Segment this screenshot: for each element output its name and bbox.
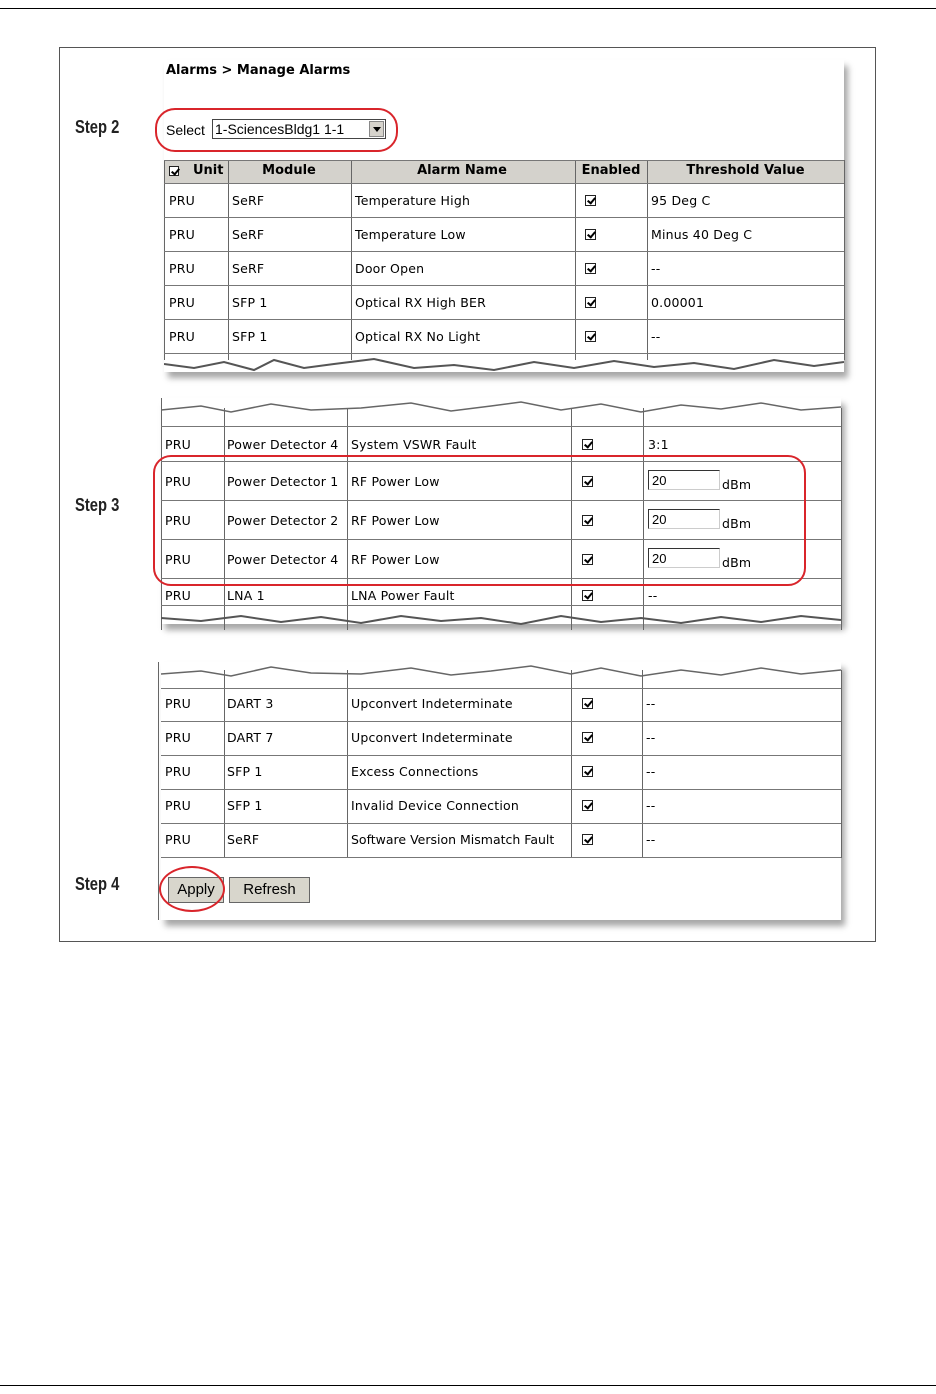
- module-cell: Power Detector 4: [227, 552, 339, 567]
- threshold-unit-label: dBm: [722, 555, 752, 570]
- unit-cell: PRU: [169, 295, 195, 310]
- module-cell: SFP 1: [227, 764, 263, 779]
- col-module[interactable]: Module: [262, 163, 316, 178]
- threshold-cell: 95 Deg C: [651, 193, 711, 208]
- unit-cell: PRU: [165, 730, 191, 745]
- col-threshold-value[interactable]: Threshold Value: [686, 163, 805, 178]
- torn-edge-bottom: [164, 356, 844, 376]
- torn-edge-top: [161, 398, 841, 418]
- step-4-label: Step 4: [75, 874, 120, 894]
- unit-cell: PRU: [165, 474, 191, 489]
- enabled-checkbox[interactable]: [585, 263, 596, 274]
- unit-cell: PRU: [165, 696, 191, 711]
- module-cell: LNA 1: [227, 588, 265, 603]
- enabled-checkbox[interactable]: [582, 834, 593, 845]
- unit-cell: PRU: [169, 261, 195, 276]
- enabled-checkbox[interactable]: [582, 732, 593, 743]
- threshold-cell: --: [648, 588, 658, 603]
- enabled-checkbox[interactable]: [585, 229, 596, 240]
- step-2-highlight: [155, 108, 398, 152]
- unit-cell: PRU: [165, 513, 191, 528]
- alarm-name-cell: Temperature High: [355, 193, 471, 208]
- step-4-highlight: [159, 866, 225, 912]
- unit-select-value: 1-SciencesBldg1 1-1: [215, 121, 345, 137]
- enabled-checkbox[interactable]: [582, 590, 593, 601]
- sort-toggle-icon[interactable]: [169, 166, 179, 176]
- col-unit[interactable]: Unit: [193, 163, 224, 178]
- unit-cell: PRU: [165, 437, 191, 452]
- module-cell: Power Detector 2: [227, 513, 339, 528]
- alarm-name-cell: Invalid Device Connection: [351, 798, 519, 813]
- unit-cell: PRU: [165, 764, 191, 779]
- alarm-name-cell: Door Open: [355, 261, 425, 276]
- module-cell: DART 3: [227, 696, 274, 711]
- alarm-table-panel-top: [164, 60, 844, 372]
- module-cell: SeRF: [232, 227, 265, 242]
- module-cell: SeRF: [232, 261, 265, 276]
- alarm-name-cell: Optical RX No Light: [355, 329, 481, 344]
- threshold-cell: --: [646, 696, 656, 711]
- threshold-cell: --: [651, 261, 661, 276]
- step-3-label: Step 3: [75, 495, 120, 515]
- alarm-name-cell: Software Version Mismatch Fault: [351, 832, 555, 847]
- col-alarm-name[interactable]: Alarm Name: [417, 163, 507, 178]
- threshold-cell: 3:1: [648, 437, 669, 452]
- threshold-cell: --: [646, 764, 656, 779]
- threshold-cell: --: [651, 329, 661, 344]
- alarm-name-cell: Upconvert Indeterminate: [351, 696, 513, 711]
- alarm-name-cell: LNA Power Fault: [351, 588, 455, 603]
- alarm-name-cell: Temperature Low: [355, 227, 466, 242]
- enabled-checkbox[interactable]: [585, 195, 596, 206]
- unit-cell: PRU: [169, 193, 195, 208]
- unit-cell: PRU: [169, 329, 195, 344]
- apply-button[interactable]: Apply: [168, 877, 224, 903]
- module-cell: Power Detector 4: [227, 437, 339, 452]
- module-cell: SeRF: [232, 193, 265, 208]
- torn-edge-bottom: [161, 612, 841, 628]
- page-bottom-rule: [0, 1385, 936, 1386]
- torn-edge-top: [161, 662, 841, 684]
- alarm-name-cell: RF Power Low: [351, 513, 440, 528]
- threshold-unit-label: dBm: [722, 516, 752, 531]
- alarm-name-cell: Upconvert Indeterminate: [351, 730, 513, 745]
- threshold-cell: --: [646, 798, 656, 813]
- enabled-checkbox[interactable]: [582, 800, 593, 811]
- alarm-name-cell: Excess Connections: [351, 764, 479, 779]
- alarm-name-cell: Optical RX High BER: [355, 295, 487, 310]
- module-cell: SFP 1: [227, 798, 263, 813]
- unit-cell: PRU: [165, 798, 191, 813]
- step-3-highlight: [153, 455, 806, 586]
- threshold-cell: 0.00001: [651, 295, 705, 310]
- enabled-checkbox[interactable]: [582, 698, 593, 709]
- alarm-name-cell: RF Power Low: [351, 552, 440, 567]
- module-cell: SeRF: [227, 832, 260, 847]
- module-cell: DART 7: [227, 730, 274, 745]
- step-2-label: Step 2: [75, 117, 120, 137]
- alarm-table-panel-bottom: [161, 662, 841, 920]
- enabled-checkbox[interactable]: [585, 331, 596, 342]
- refresh-button[interactable]: Refresh: [229, 877, 310, 903]
- threshold-unit-label: dBm: [722, 477, 752, 492]
- threshold-cell: --: [646, 730, 656, 745]
- module-cell: SFP 1: [232, 329, 268, 344]
- threshold-cell: --: [646, 832, 656, 847]
- select-label: Select: [166, 122, 205, 138]
- alarm-name-cell: System VSWR Fault: [351, 437, 477, 452]
- module-cell: Power Detector 1: [227, 474, 339, 489]
- enabled-checkbox[interactable]: [582, 439, 593, 450]
- page-top-rule: [0, 8, 936, 9]
- unit-cell: PRU: [165, 588, 191, 603]
- alarm-name-cell: RF Power Low: [351, 474, 440, 489]
- unit-cell: PRU: [165, 832, 191, 847]
- enabled-checkbox[interactable]: [582, 766, 593, 777]
- enabled-checkbox[interactable]: [585, 297, 596, 308]
- module-cell: SFP 1: [232, 295, 268, 310]
- unit-cell: PRU: [165, 552, 191, 567]
- col-enabled[interactable]: Enabled: [581, 163, 641, 178]
- breadcrumb: Alarms > Manage Alarms: [166, 63, 351, 78]
- threshold-cell: Minus 40 Deg C: [651, 227, 753, 242]
- unit-cell: PRU: [169, 227, 195, 242]
